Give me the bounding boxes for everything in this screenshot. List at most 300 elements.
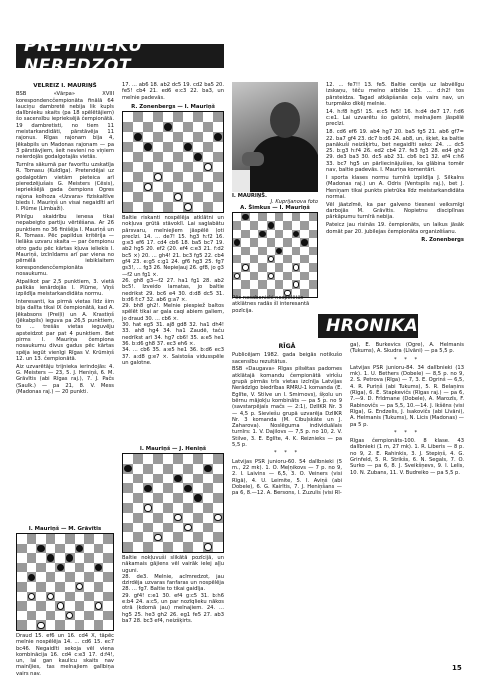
chronicle-column-2: [350, 342, 464, 664]
board-square: [36, 544, 46, 554]
column-1: [16, 82, 114, 522]
board-square: [75, 572, 85, 582]
board-square: [193, 483, 203, 493]
board-commentary: [122, 555, 224, 624]
board-square: [123, 172, 133, 182]
board-square: [183, 172, 193, 182]
board-square: [163, 202, 173, 212]
board-square: [183, 152, 193, 162]
board-square: [153, 454, 163, 464]
board-square: [193, 542, 203, 552]
white-piece: [174, 193, 182, 201]
board-square: [143, 454, 153, 464]
paragraph: Aiz uzvarētāju trijnieka ierindojās: 4. G. Meisters — 23, 5. J. Heniņš, 6. M. Grāvītis (abi Rīgas raj.), 7. J. Pačs (Saulk.) — pa 21, 8. V. Mess (Madonas raj.) — 20 punkti.: [16, 363, 114, 395]
board-square: [258, 247, 266, 255]
board-square: [133, 162, 143, 172]
board-square: [250, 247, 258, 255]
board-square: [241, 263, 249, 271]
board-square: [17, 592, 27, 602]
board-square: [103, 620, 113, 630]
board-square: [258, 238, 266, 246]
board-square: [143, 513, 153, 523]
board-square: [143, 152, 153, 162]
board-square: [203, 523, 213, 533]
board-square: [133, 493, 143, 503]
board-square: [143, 142, 153, 152]
board-square: [250, 213, 258, 221]
board-square: [65, 620, 75, 630]
board-square: [173, 483, 183, 493]
board-square: [233, 213, 241, 221]
board-square: [84, 534, 94, 544]
board-square: [123, 503, 133, 513]
board-square: [163, 532, 173, 542]
board-commentary: Pēc nesaboniski nospēlētās atklātnes radās šī interesantā pozīcija.: [232, 295, 310, 314]
chronicle-column-1: [232, 342, 342, 664]
board-square: [213, 483, 223, 493]
black-piece: [268, 222, 274, 228]
board-square: [267, 238, 275, 246]
board-square: [103, 592, 113, 602]
board-square: [65, 592, 75, 602]
board-square: [183, 132, 193, 142]
paragraph: 18. cd6 ef6 19. ab4 hg7 20. ba5 fg5 21. ab6 gf7= 22. ba7 gf4 23. dc7 b:d6 24. ab8, un, šķiet, ka baltie panākuši neizšķirtu, bet negaidīti seko: 24. ... dc5 25. b:g3 h:f4 26. ed2 cb4 27. fe3 fg3 28. ed4 gh2 29. de3 ba3 30. dc5 ab2 31. cb6 bc1 32. ef4 c:h6 33. bc7 hg5 un pārliecinājušies, ka glābina tomēr nav, baltie padevās. I. Mauriņa komentāri.: [326, 129, 464, 174]
board-square: [55, 601, 65, 611]
board-square: [133, 474, 143, 484]
board-square: [203, 542, 213, 552]
paragraph: Latvijas PSR junioru-84. 34 dalībnieki (13 mk). 1. U. Bethers (Dobele) — 8,5 p. no 9, 2. S. Petrova (Rīga) — 7, 3. E. Ogrinš — 6,5, 4. R. Puriņš (abi Tukums), 5. R. Belaņins (Rīga), 6. E. Stapkevičs (Rīgas raj.) — pa 6, 7.—9. D. Frīdmane (Dobele), A. Marozīs, F. Rabinovičs — pa 5,5, 10.—14. J. Ikšēns (visi Rīga), G. Endzelis, J. Isakovičs (abi Līvāni), A. Helmanis (Tukums), N. Licis (Madonas) — pa 5 p.: [350, 364, 464, 428]
board-square: [275, 263, 283, 271]
board-square: [46, 534, 56, 544]
paragraph: Turnīra sākumā par favorītu uzskatīja R. Tomasu (Kuldīga). Pretendējai uz godalgotām vietām pieteica arī pieredzējušais G. Meisters (Cēsis), iepriekšējā gada čempions Ogres rajona kolhoza «Uzvara» fiziskaltīve bieds I. Mauriņš un visai negaidīti arī I. Plūme (Limbaži).: [16, 162, 114, 213]
board-square: [65, 563, 75, 573]
board-square: [275, 230, 283, 238]
board-square: [275, 213, 283, 221]
board-square: [233, 255, 241, 263]
black-piece: [164, 123, 172, 131]
paragraph: 28. de3. Melnie, acīmredzot, jau dzirdēja uzvaras fanfaras un nospēlēja 28. ... fg7. Baltie to tikai gaidīja.: [122, 573, 224, 593]
board-square: [241, 238, 249, 246]
board-square: [143, 122, 153, 132]
paragraph: ga), E. Burkevics (Ogre), A. Helmanis (Tukums), A. Skudra (Līvāni) — pa 5,5 p.: [350, 342, 464, 355]
board-square: [133, 513, 143, 523]
board-square: [84, 611, 94, 621]
board-square: [75, 592, 85, 602]
board-square: [143, 132, 153, 142]
board-square: [300, 247, 308, 255]
white-piece: [293, 281, 299, 287]
board-square: [46, 582, 56, 592]
board-square: [203, 202, 213, 212]
black-piece: [194, 153, 202, 161]
board-square: [163, 483, 173, 493]
board-square: [203, 122, 213, 132]
white-piece: [174, 514, 182, 521]
board-square: [203, 192, 213, 202]
board-square: [173, 162, 183, 172]
board-square: [84, 544, 94, 554]
board-square: [250, 272, 258, 280]
board-square: [103, 611, 113, 621]
board-square: [241, 272, 249, 280]
board-square: [283, 238, 291, 246]
board-square: [292, 221, 300, 229]
board-square: [153, 513, 163, 523]
board-square: [143, 464, 153, 474]
board-square: [203, 503, 213, 513]
board-square: [123, 162, 133, 172]
board-square: [213, 513, 223, 523]
white-piece: [28, 593, 35, 600]
white-piece: [268, 256, 274, 262]
board-square: [27, 592, 37, 602]
section-banner-pretinieku: PRETINIEKU NEREDZOT: [16, 44, 224, 68]
board-square: [163, 493, 173, 503]
board-square: [123, 142, 133, 152]
board-square: [267, 247, 275, 255]
checkers-board: [232, 212, 318, 298]
board-square: [241, 255, 249, 263]
board-square: [173, 182, 183, 192]
paragraph: 26. gh8 g3—f2 27. ha1 fg1 28. ab2 bc5!. Izveido lamatas, jo baltie nedrikst 29. bc6 e4 30. d:d8 dc5 31. b:d6 f:c7 32. ab6 g:a7 ×.: [122, 277, 224, 303]
board-square: [183, 503, 193, 513]
board-square: [133, 542, 143, 552]
board-square: [55, 572, 65, 582]
board-square: [133, 132, 143, 142]
board-square: [213, 182, 223, 192]
paragraph: Vēl jāatzīmē, ka par galveno tiesnesi veiksmīgi darbojās M. Grāvītis. Nopietnu disciplīnas pārkāpumu turnīrā nebija.: [326, 201, 464, 221]
board-square: [292, 238, 300, 246]
board-square: [75, 544, 85, 554]
board-square: [203, 532, 213, 542]
board-square: [133, 152, 143, 162]
board-square: [103, 553, 113, 563]
white-piece: [144, 504, 152, 511]
black-piece: [76, 545, 83, 552]
diagram-zonenbergs-maurins: [122, 104, 224, 366]
column-3: [326, 82, 464, 336]
board-square: [163, 142, 173, 152]
board-square: [275, 280, 283, 288]
board-square: [36, 601, 46, 611]
board-square: [250, 238, 258, 246]
checkers-board: [122, 111, 224, 213]
board-square: [183, 474, 193, 484]
board-square: [153, 192, 163, 202]
paragraph: Interesanti, ka pirmā vietas līdz šim bija dalīta tikai IX čempionātā, kad A. Jēkabsons (Preiļi) un A. Krastiņš (Jēkabpils) ieguva pa 26,5 punktiem, to ... trešās vietas ieguvēju apsteidzot par pat 4 punktiem. Bet pirms I. Mauriņa čempiona nosaukumu divus gadus pēc kārtas spēja iegūt vienīgi Rīgas V. Krūmiņš 12. un 13. čempionātā.: [16, 299, 114, 362]
board-square: [258, 213, 266, 221]
board-square: [123, 523, 133, 533]
board-title: A. Šimkus — I. Mauriņš: [240, 205, 310, 211]
diagram-maurins-henins: [122, 446, 224, 624]
board-square: [94, 611, 104, 621]
board-square: [203, 152, 213, 162]
paragraph: BSB «Vārpa» XVIII korespondencčempionāta finālā 64 lauciņu dambretē nebija lik kupls dalībnieku skaits (pa 18 spēlētājiem) šo sacensību ieprieksējā čempionātā. 19 dambretisti, no tiem 11 meistarkandidāti, pārstāvēja 11 rajonus. Rīgas rajonam bija 4, Jēkabpils un Madonas rajonam — pa 3 pārstāvjiem, šeit nevieni no viņiem neierdojās godalgotajās vietās.: [16, 91, 114, 161]
board-square: [193, 464, 203, 474]
white-piece: [154, 534, 162, 541]
board-square: [133, 112, 143, 122]
board-square: [183, 464, 193, 474]
board-square: [133, 172, 143, 182]
paragraph: Baltie riskanti nospēlēja atklātni un nokļuva grūtā stāvoklī. Lai saglabātu pārsvaru, melniejiem jāspēlē ļoti precīzi. 14. ... de7! 15. hg3 h:f2 16. g:e3 ef6 17. cd4 cb6 18. ba5 bc7 19. ab2 hg5 20. ef2 (20. ef4 c:e3 21. f:d2 bc5 ×) 20. ... gh4! 21. bc3 fg5 22. cb4 gf4 23. e:g5 c:g1 24. gf6 hg3 25. fg7 gs3!, ... fg3 26. Nepieļauj 26. gf8, jo g3—f2 un fg1 ×.: [122, 215, 224, 278]
board-square: [203, 112, 213, 122]
board-square: [103, 563, 113, 573]
board-square: [46, 611, 56, 621]
board-square: [283, 247, 291, 255]
board-square: [193, 474, 203, 484]
board-square: [163, 172, 173, 182]
board-square: [123, 122, 133, 132]
board-square: [94, 620, 104, 630]
board-square: [17, 611, 27, 621]
board-square: [183, 513, 193, 523]
white-piece: [66, 612, 73, 619]
board-square: [94, 572, 104, 582]
board-square: [123, 202, 133, 212]
board-square: [153, 532, 163, 542]
black-piece: [124, 465, 132, 472]
board-square: [300, 213, 308, 221]
black-piece: [276, 248, 282, 254]
white-piece: [144, 183, 152, 191]
board-title: I. Mauriņš — M. Grāvītis: [28, 526, 102, 532]
black-piece: [194, 494, 202, 501]
white-piece: [242, 264, 248, 270]
black-piece: [234, 239, 240, 245]
black-piece: [95, 564, 102, 571]
board-square: [123, 493, 133, 503]
board-square: [300, 272, 308, 280]
board-square: [292, 213, 300, 221]
board-square: [173, 142, 183, 152]
board-square: [309, 213, 317, 221]
board-square: [143, 503, 153, 513]
board-square: [133, 122, 143, 132]
board-square: [203, 483, 213, 493]
board-square: [153, 132, 163, 142]
board-square: [193, 523, 203, 533]
board-square: [17, 534, 27, 544]
paragraph: 29. gf4! c:e1 30. ef4 g:c5 31. b:h6 e:b4 24. a:c5, un par nozīqlieku nākos otrā (kdomā jau) melnajiem. 24. ... hg5 25. he3 gh2 26. eg1 fe5 27. ab3 ba7 28. bc3 ef4, neizšķirts.: [122, 592, 224, 624]
board-square: [309, 221, 317, 229]
board-square: [275, 272, 283, 280]
board-square: [193, 152, 203, 162]
board-square: [153, 542, 163, 552]
board-square: [133, 192, 143, 202]
board-square: [153, 523, 163, 533]
separator-stars: * * *: [273, 450, 301, 457]
board-square: [36, 553, 46, 563]
board-square: [193, 454, 203, 464]
white-piece: [268, 273, 274, 279]
board-square: [133, 142, 143, 152]
black-piece: [293, 231, 299, 237]
board-square: [163, 454, 173, 464]
board-square: [123, 454, 133, 464]
board-square: [27, 544, 37, 554]
board-square: [55, 534, 65, 544]
board-square: [203, 132, 213, 142]
paragraph: 34. ... cb6 35. a:e5 he1 36. b:d6 ec3 37. a:d8 g:e7 ×. Saistoša vidusspēle un galotne.: [122, 347, 224, 366]
black-piece: [184, 485, 192, 492]
board-square: [143, 542, 153, 552]
black-piece: [134, 133, 142, 141]
paragraph: 29. bh8 gh2!. Melnie piespiež baltos spēlēt tikai ar gala caqi abiem galiem, jo draud 30. ... cb6 ×.: [122, 303, 224, 322]
paragraph: Publicējam 1982. gada beigās notikušo sacensību rezultātus.: [232, 352, 342, 365]
board-square: [213, 132, 223, 142]
board-square: [84, 601, 94, 611]
board-square: [275, 255, 283, 263]
board-square: [173, 122, 183, 132]
white-piece: [47, 593, 54, 600]
white-piece: [76, 583, 83, 590]
board-square: [233, 238, 241, 246]
paragraph: Pateicz jau risinās 19. čempionāts, un laikus jāsāk domāt par 20. jubilejas čempionāta organizēšanu.: [326, 222, 464, 235]
board-square: [203, 182, 213, 192]
white-piece: [95, 602, 102, 609]
white-piece: [37, 622, 44, 629]
board-square: [36, 563, 46, 573]
board-square: [183, 112, 193, 122]
board-square: [153, 152, 163, 162]
black-piece: [28, 574, 35, 581]
board-square: [153, 483, 163, 493]
board-square: [94, 534, 104, 544]
board-square: [143, 532, 153, 542]
board-square: [17, 620, 27, 630]
board-square: [309, 230, 317, 238]
white-piece: [204, 543, 212, 550]
board-square: [143, 483, 153, 493]
board-square: [143, 182, 153, 192]
board-square: [123, 513, 133, 523]
board-square: [203, 493, 213, 503]
board-square: [267, 280, 275, 288]
board-square: [267, 213, 275, 221]
board-square: [203, 454, 213, 464]
board-square: [193, 132, 203, 142]
white-piece: [234, 273, 240, 279]
board-square: [283, 213, 291, 221]
board-square: [241, 230, 249, 238]
board-square: [143, 162, 153, 172]
board-square: [193, 192, 203, 202]
board-square: [27, 611, 37, 621]
board-square: [123, 192, 133, 202]
board-square: [203, 474, 213, 484]
board-square: [75, 553, 85, 563]
board-square: [84, 553, 94, 563]
board-square: [163, 474, 173, 484]
board-square: [173, 503, 183, 513]
board-square: [36, 592, 46, 602]
black-piece: [259, 231, 265, 237]
board-square: [84, 620, 94, 630]
board-square: [153, 112, 163, 122]
section-subheading: RĪGĀ: [278, 343, 296, 350]
board-square: [36, 572, 46, 582]
caption-name: I. MAURIŅŠ.: [232, 193, 267, 199]
board-square: [55, 582, 65, 592]
board-square: [103, 601, 113, 611]
board-square: [133, 523, 143, 533]
board-square: [55, 611, 65, 621]
board-square: [65, 601, 75, 611]
white-piece: [184, 524, 192, 531]
board-square: [283, 280, 291, 288]
board-square: [193, 182, 203, 192]
diagram-simkus-maurins: [232, 205, 318, 298]
board-square: [153, 202, 163, 212]
board-square: [300, 263, 308, 271]
board-square: [65, 534, 75, 544]
board-square: [163, 464, 173, 474]
separator-stars: * * *: [393, 356, 421, 363]
board-square: [27, 620, 37, 630]
board-square: [153, 503, 163, 513]
board-square: [250, 280, 258, 288]
board-square: [133, 532, 143, 542]
board-square: [213, 454, 223, 464]
board-square: [203, 464, 213, 474]
board-square: [173, 464, 183, 474]
board-square: [193, 202, 203, 212]
board-square: [153, 464, 163, 474]
board-square: [65, 582, 75, 592]
white-piece: [154, 173, 162, 181]
board-square: [193, 122, 203, 132]
board-square: [123, 464, 133, 474]
board-square: [193, 162, 203, 172]
board-square: [275, 238, 283, 246]
board-square: [133, 483, 143, 493]
board-square: [173, 542, 183, 552]
board-square: [258, 255, 266, 263]
board-title: R. Zonenbergs — I. Mauriņš: [131, 104, 215, 110]
board-square: [133, 202, 143, 212]
board-square: [17, 572, 27, 582]
black-piece: [57, 564, 64, 571]
board-square: [65, 611, 75, 621]
board-square: [143, 493, 153, 503]
board-square: [233, 280, 241, 288]
board-square: [193, 513, 203, 523]
board-square: [75, 582, 85, 592]
board-square: [241, 280, 249, 288]
board-square: [173, 192, 183, 202]
board-square: [173, 112, 183, 122]
board-square: [173, 493, 183, 503]
board-square: [213, 532, 223, 542]
board-square: [103, 582, 113, 592]
board-square: [27, 563, 37, 573]
board-square: [183, 483, 193, 493]
board-square: [55, 620, 65, 630]
board-square: [143, 112, 153, 122]
board-square: [173, 474, 183, 484]
board-square: [17, 563, 27, 573]
board-square: [17, 544, 27, 554]
board-square: [123, 532, 133, 542]
board-square: [123, 542, 133, 552]
board-square: [163, 513, 173, 523]
board-square: [103, 544, 113, 554]
board-square: [17, 553, 27, 563]
paragraph: 17. ... ab6 18. ab2 dc5 19. cd2 ba5 20. fe5! cb4 21. ed6 e:c3 22. ba3, un melnie padevās.: [122, 82, 224, 101]
board-square: [27, 534, 37, 544]
board-square: [193, 503, 203, 513]
white-piece: [293, 264, 299, 270]
